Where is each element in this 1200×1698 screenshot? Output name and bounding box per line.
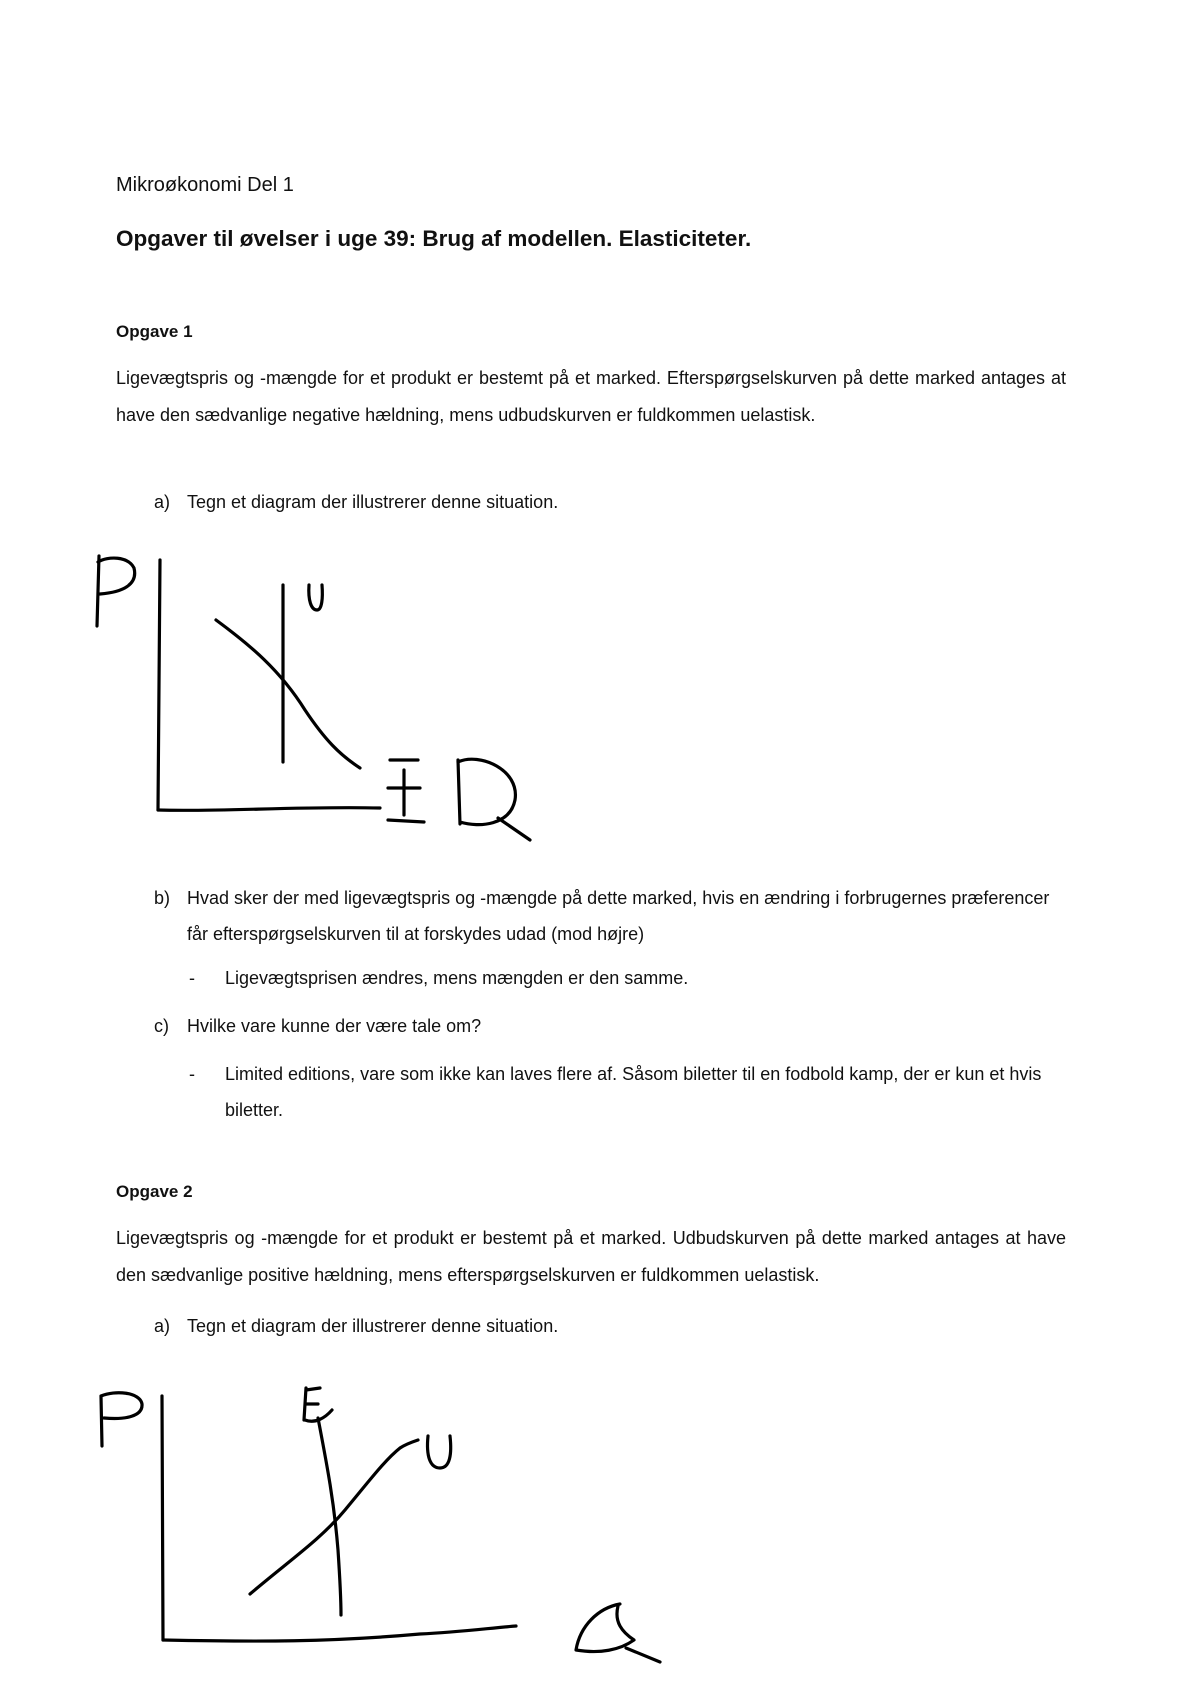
demand-label-e (304, 1388, 332, 1421)
question-a-text: Tegn et diagram der illustrerer denne situation. (187, 492, 559, 512)
bullet-dash: - (189, 1064, 195, 1084)
page-title: Opgaver til øvelser i uge 39: Brug af modellen. Elasticiteter. (116, 226, 752, 251)
question-a-label: a) (154, 1316, 171, 1336)
answer-c-text: Limited editions, vare som ikke kan laves flere af. Såsom biletter til en fodbold kamp, der er kun et hvis biletter. (225, 1064, 1042, 1120)
question-c-text: Hvilke vare kunne der være tale om? (187, 1016, 482, 1036)
question-c-label: c) (154, 1016, 169, 1036)
price-axis (162, 1396, 163, 1640)
bullet-dash: - (189, 968, 195, 988)
question-b-text: Hvad sker der med ligevægtspris og -mængde på dette marked, hvis en ændring i forbrugernes præferencer får efterspørgselskurven til at forskydes udad (mod højre) (187, 888, 1050, 944)
quantity-axis (163, 1626, 516, 1641)
supply-label-u (428, 1436, 451, 1468)
question-a-text: Tegn et diagram der illustrerer denne situation. (187, 1316, 559, 1336)
axis-letter-q (576, 1604, 660, 1662)
question-b-label: b) (154, 888, 171, 908)
course-subject: Mikroøkonomi Del 1 (116, 174, 294, 196)
answer-b-text: Ligevægtsprisen ændres, mens mængden er den samme. (225, 968, 689, 988)
opgave-2-intro: Ligevægtspris og -mængde for et produkt er bestemt på et marked. Udbudskurven på dette marked antages at have den sædvanlige positive hældning, mens efterspørgselskurven er fuldkommen uelastisk. (116, 1228, 1066, 1285)
axis-letter-p (101, 1393, 142, 1446)
opgave-1-intro: Ligevægtspris og -mængde for et produkt er bestemt på et marked. Efterspørgselskurven på dette marked antages at have den sædvanlige negative hældning, mens udbudskurven er fuldkommen uelastisk. (116, 368, 1066, 425)
question-a-label: a) (154, 492, 171, 512)
opgave-1-heading: Opgave 1 (116, 322, 193, 341)
opgave-2-heading: Opgave 2 (116, 1182, 193, 1201)
